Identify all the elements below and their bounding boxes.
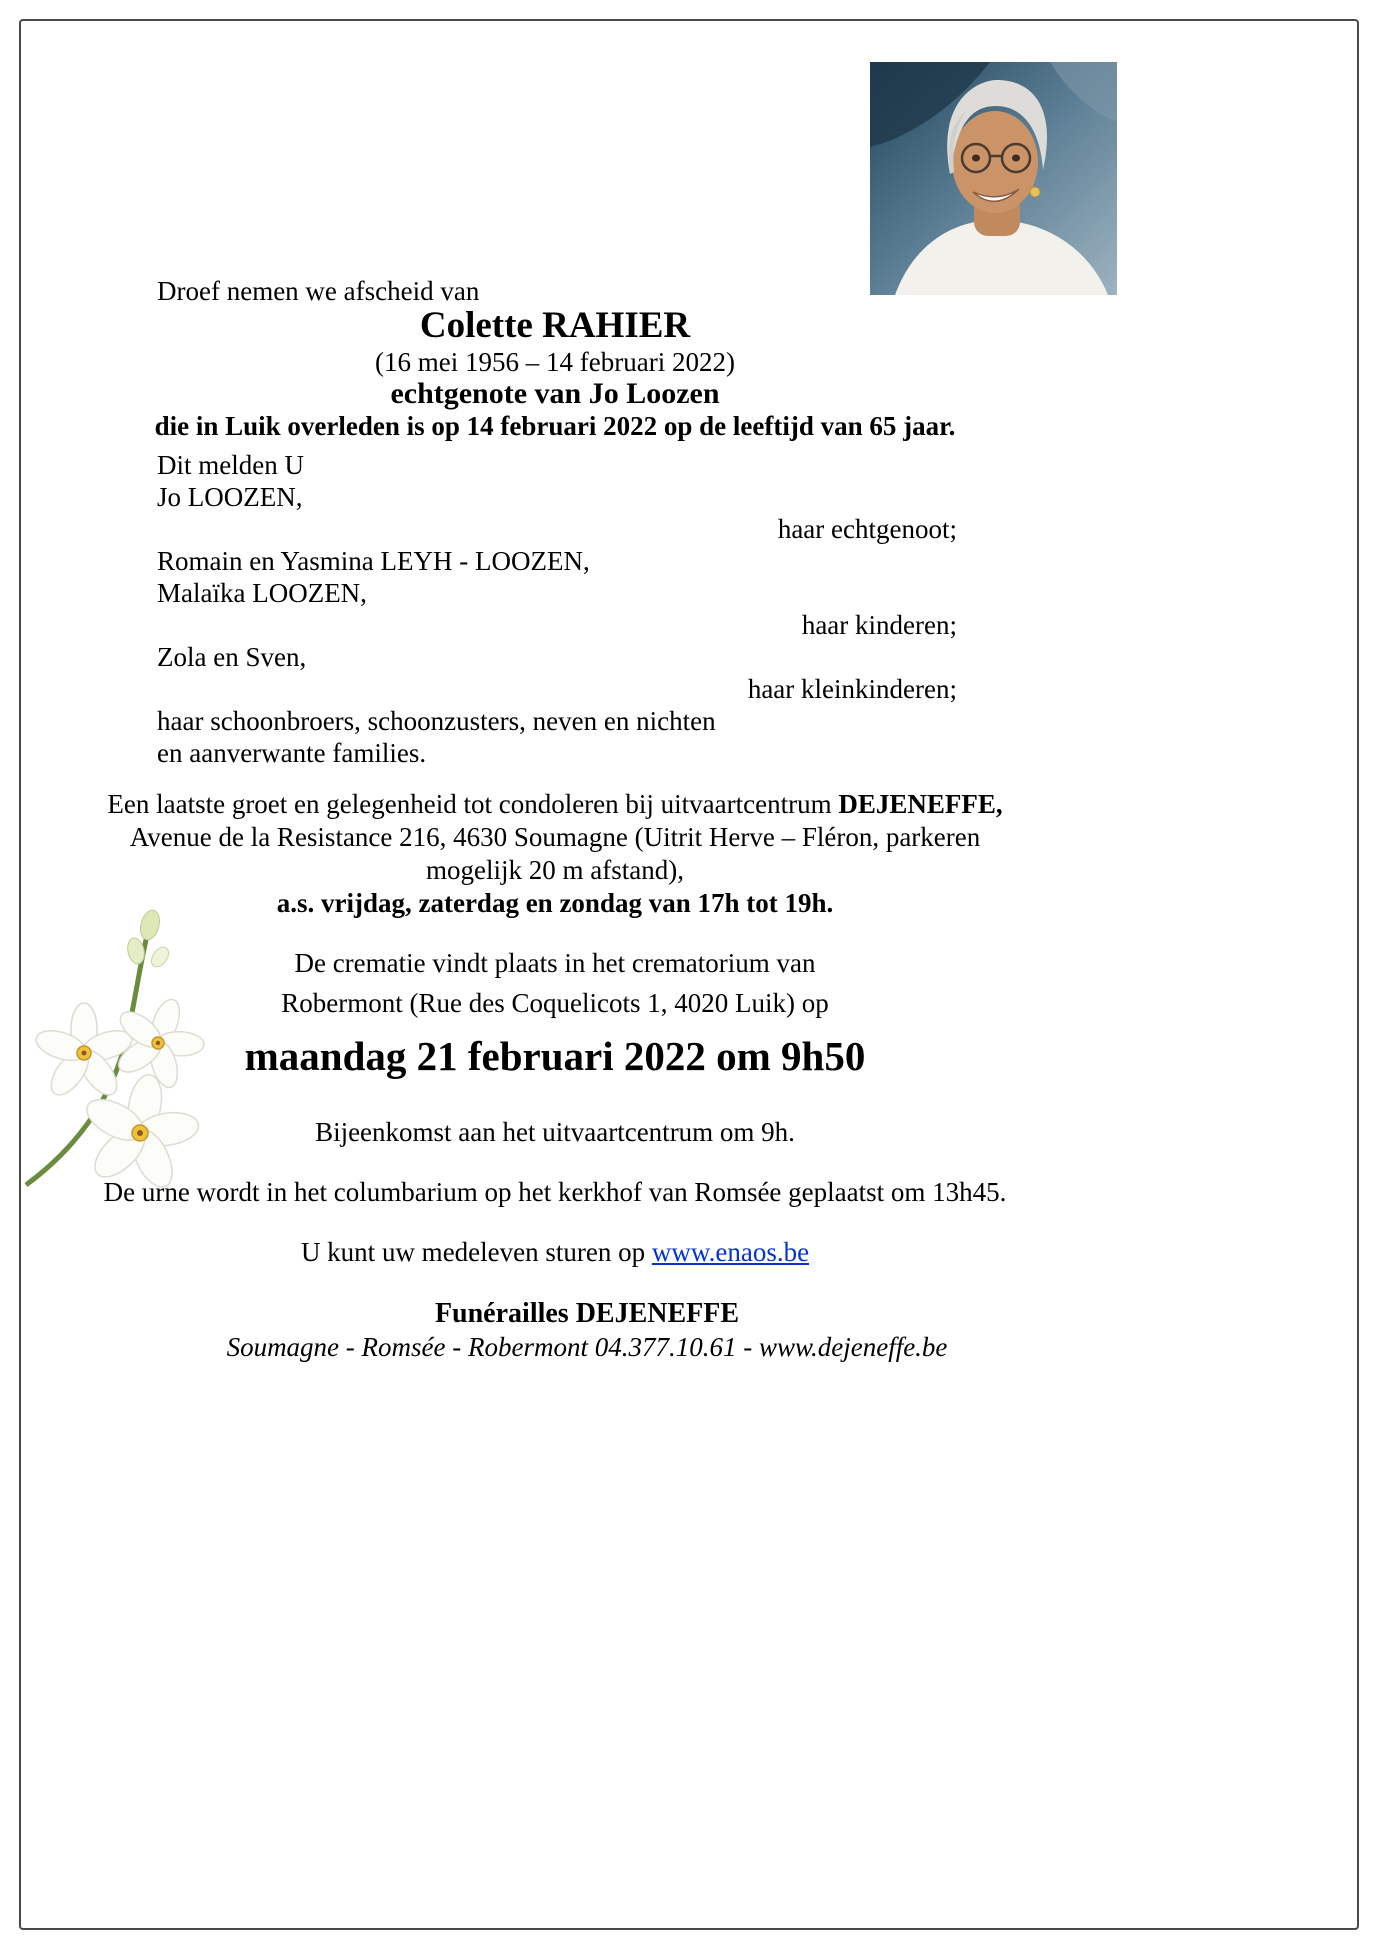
family-line: Jo LOOZEN, (157, 482, 303, 512)
cremation-line-2: Robermont (Rue des Coquelicots 1, 4020 Luik) op (281, 988, 829, 1018)
relation-line: haar echtgenoot; (777, 514, 957, 544)
funeral-company: Funérailles DEJENEFFE (434, 1298, 740, 1329)
portrait-image (870, 62, 1117, 295)
meeting-info: Bijeenkomst aan het uitvaartcentrum om 9h. (315, 1117, 795, 1147)
cremation-date: maandag 21 februari 2022 om 9h50 (244, 1033, 866, 1079)
funeral-contact: Soumagne - Romsée - Robermont 04.377.10.61 - www.dejeneffe.be (226, 1332, 948, 1362)
life-dates: (16 mei 1956 – 14 februari 2022) (375, 347, 735, 377)
visiting-hours: a.s. vrijdag, zaterdag en zondag van 17h tot 19h. (276, 888, 834, 918)
family-line: Zola en Sven, (157, 642, 307, 672)
announce-heading: Dit melden U (157, 450, 304, 480)
family-line: en aanverwante families. (157, 738, 427, 768)
family-line: Romain en Yasmina LEYH - LOOZEN, (157, 546, 590, 576)
online-condolence-line (85, 1237, 1025, 1268)
deceased-name: Colette RAHIER (419, 305, 691, 346)
enaos-link[interactable]: www.enaos.be (651, 1237, 810, 1267)
family-line: haar schoonbroers, schoonzusters, neven en nichten (157, 706, 716, 736)
condolence-address2: mogelijk 20 m afstand), (426, 855, 684, 885)
condolence-address: Avenue de la Resistance 216, 4630 Soumagne (Uitrit Herve – Fléron, parkeren (129, 822, 981, 852)
online-condolence-text: U kunt uw medeleven sturen op (300, 1237, 652, 1267)
spouse-line: echtgenote van Jo Loozen (390, 377, 720, 410)
death-notice: die in Luik overleden is op 14 februari 2022 op de leeftijd van 65 jaar. (154, 411, 956, 441)
portrait-photo (870, 62, 1117, 295)
urn-info: De urne wordt in het columbarium op het kerkhof van Romsée geplaatst om 13h45. (103, 1177, 1007, 1207)
condolence-section (85, 788, 1025, 920)
family-line: Malaïka LOOZEN, (157, 578, 367, 608)
cremation-line-1: De crematie vindt plaats in het crematorium van (294, 948, 816, 978)
condolence-text: Een laatste groet en gelegenheid tot condoleren bij uitvaartcentrum (107, 789, 839, 819)
family-section (157, 449, 957, 769)
funeral-home-name: DEJENEFFE, (838, 789, 1003, 819)
intro-line: Droef nemen we afscheid van (157, 276, 480, 306)
condolence-line-1 (85, 788, 1025, 821)
relation-line: haar kleinkinderen; (747, 674, 957, 704)
relation-line: haar kinderen; (801, 610, 957, 640)
cremation-section (85, 943, 1025, 1023)
